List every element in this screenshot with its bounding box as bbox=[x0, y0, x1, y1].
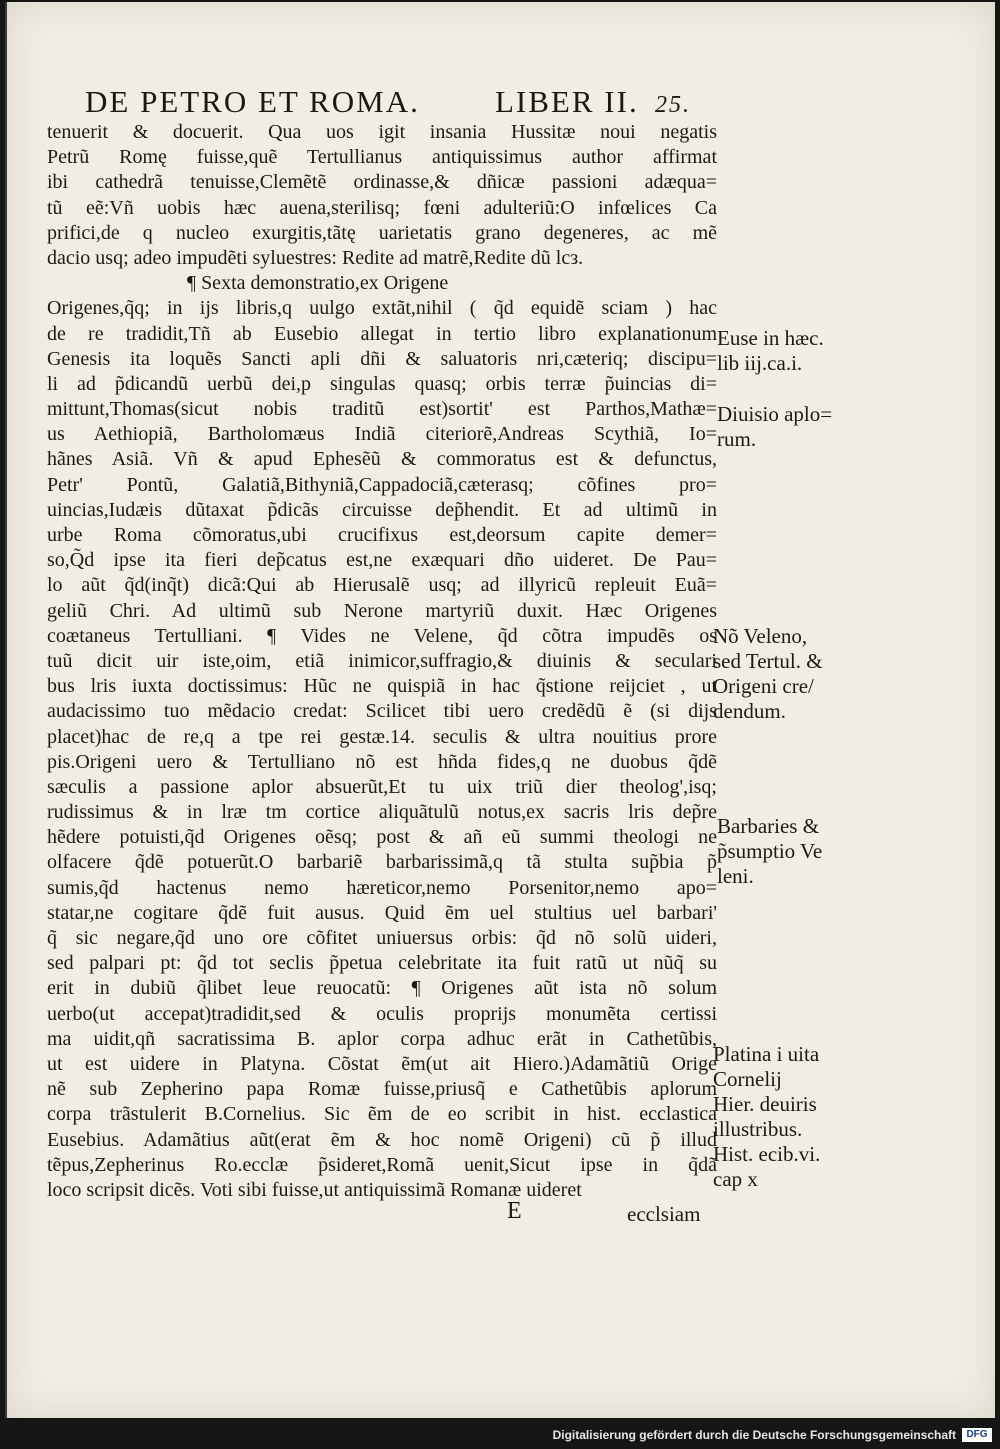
margin-note-barbaries bbox=[717, 814, 822, 889]
text-line: uerbo(ut accepat)tradidit,sed & oculis proprijs monumẽta certissi bbox=[47, 1002, 717, 1025]
text-line: mittunt,Thomas(sicut nobis traditũ est)sortit' est Parthos,Mathæ= bbox=[47, 398, 717, 421]
running-head bbox=[85, 84, 725, 120]
text-line: pis.Origeni uero & Tertulliano nõ est hñda fides,q ne duobus q̃dẽ bbox=[47, 750, 717, 773]
text-line: ibi cathedrã tenuisse,Clemẽtẽ ordinasse,& dñicæ passioni adæqua= bbox=[47, 171, 717, 194]
signature-mark: E bbox=[507, 1198, 522, 1224]
text-line: tuũ dicit uir iste,oim, etiã inimicor,suffragio,& diuinis & seculari bbox=[47, 649, 717, 672]
margin-note-line: Nõ Veleno, bbox=[713, 624, 808, 648]
digitization-credit bbox=[553, 1426, 992, 1444]
text-line: sed palpari pt: q̃d tot seclis p̃petua celebritate ita fuit ratũ ut nũq̃ su bbox=[47, 952, 717, 975]
margin-note-line: Origeni cre/ bbox=[713, 674, 814, 698]
margin-note-line: Hier. deuiris bbox=[713, 1092, 817, 1116]
margin-note-eusebius bbox=[717, 326, 824, 376]
margin-note-line: illustribus. bbox=[713, 1117, 803, 1141]
text-line: geliũ Chri. Ad ultimũ sub Nerone martyriũ duxit. Hæc Origenes bbox=[47, 599, 717, 622]
text-line: sumis,q̃d hactenus nemo hæreticor,nemo Porsenitor,nemo apo= bbox=[47, 876, 717, 899]
text-line: olfacere q̃dẽ potuerũt.O barbariẽ barbarissimã,q tã stulta sup̃bia p̃ bbox=[47, 851, 717, 874]
text-line: corpa trãstulerit B.Cornelius. Sic ẽm de eo scribit in hist. ecclastica bbox=[47, 1103, 717, 1126]
margin-note-line: Cornelij bbox=[713, 1067, 782, 1091]
margin-note-line: rum. bbox=[717, 427, 757, 451]
text-line: tẽpus,Zepherinus Ro.ecclæ p̃sideret,Romã uenit,Sicut ipse in q̃dã bbox=[47, 1153, 717, 1176]
text-line: statar,ne cogitare q̃dẽ fuit ausus. Quid ẽm uel stultius uel barbari' bbox=[47, 901, 717, 924]
margin-note-line: Diuisio aplo= bbox=[717, 402, 833, 426]
margin-note-line: Hist. ecib.vi. bbox=[713, 1142, 821, 1166]
text-line: de re tradidit,Tñ ab Eusebio allegat in tertio libro explanationum bbox=[47, 322, 717, 345]
text-line: us Aethiopiã, Bartholomæus Indiã citeriorẽ,Andreas Scythiã, Io= bbox=[47, 423, 717, 446]
text-line: Petrũ Romę fuisse,quẽ Tertullianus antiquissimus author affirmat bbox=[47, 146, 717, 169]
text-line: Eusebius. Adamãtius aũt(erat ẽm & hoc nomẽ Origeni) cũ p̃ illud bbox=[47, 1128, 717, 1151]
text-line: coætaneus Tertulliani. ¶ Vides ne Velene, q̃d cõtra impudẽs os bbox=[47, 624, 717, 647]
folio-number: 25. bbox=[655, 92, 691, 118]
text-line: so,Q̃d ipse ita fieri dep̃catus est,ne exæquari dño uideret. De Pau= bbox=[47, 549, 717, 572]
margin-note-line: p̃sumptio Ve bbox=[717, 839, 823, 863]
text-line: tenuerit & docuerit. Qua uos igit insania Hussitæ noui negatis bbox=[47, 121, 717, 143]
text-line: Petr' Pontũ, Galatiã,Bithyniã,Cappadociã,cæterasq; cõfines pro= bbox=[47, 473, 717, 496]
text-line: q̃ sic negare,q̃d uno ore cõfitet uniuersus orbis: q̃d nõ solũ uideri, bbox=[47, 927, 717, 949]
text-line: hãnes Asiã. Vñ & apud Ephesẽũ & commoratus est & defunctus, bbox=[47, 448, 717, 471]
dfg-logo: DFG bbox=[962, 1428, 992, 1442]
text-line: urbe Roma cõmoratus,ubi crucifixus est,deorsum capite demer= bbox=[47, 524, 717, 546]
text-line: audacissimo tuo mẽdacio credat: Scilicet tibi uero credẽdũ ẽ (si dijs bbox=[47, 700, 717, 723]
main-text-column bbox=[47, 120, 717, 1203]
running-head-liber: LIBER II. bbox=[495, 84, 639, 119]
text-line: sæculis a passione aplor absuerũt,Et tu uix triũ dier theolog',isq; bbox=[47, 775, 717, 798]
credit-text: Digitalisierung gefördert durch die Deutsche Forschungsgemeinschaft bbox=[552, 1428, 956, 1442]
margin-note-line: lib iij.ca.i. bbox=[717, 351, 803, 375]
text-line: li ad p̃dicandũ uerbũ dei,p singulas quasq; orbis terræ p̃uincias di= bbox=[47, 372, 717, 395]
running-head-title: DE PETRO ET ROMA. bbox=[85, 84, 420, 119]
text-line: rudissimus & in lræ tm cortice aliquãtulũ notus,ex sacris lris dep̃re bbox=[47, 801, 717, 824]
text-line: ut est uidere in Platyna. Cõstat ẽm(ut ait Hiero.)Adamãtiũ Orige bbox=[47, 1052, 717, 1075]
text-line: prifici,de q nucleo exurgitis,tãtę uarietatis grano degeneres, ac mẽ bbox=[47, 221, 717, 244]
text-line: ma uidit,qñ sacratissima B. aplor corpa adhuc erãt in Cathetũbis, bbox=[47, 1027, 717, 1050]
margin-note-platina bbox=[713, 1042, 820, 1192]
text-line: Genesis ita loquẽs Sancti apli dñi & saluatoris nri,cæteriq; discipu= bbox=[47, 347, 717, 370]
text-line: dacio usq; adeo impudẽti syluestres: Redite ad matrẽ,Redite dũ lcз. bbox=[47, 246, 584, 269]
margin-note-line: Euse in hæc. bbox=[717, 326, 824, 350]
margin-note-diuisio bbox=[717, 402, 832, 452]
text-line: erit in dubiũ q̃libet leue reuocatũ: ¶ Origenes aũt ista nõ solum bbox=[47, 977, 717, 1000]
text-line: loco scripsit dicẽs. Voti sibi fuisse,ut antiquissimã Romanæ uideret bbox=[47, 1178, 582, 1201]
catchword: ecclsiam bbox=[627, 1202, 701, 1226]
text-line: Origenes,q̃q; in ijs libris,q uulgo extãt,nihil ( q̃d equidẽ sciam ) hac bbox=[47, 297, 717, 320]
margin-note-line: leni. bbox=[717, 864, 754, 888]
text-line: ¶ Sexta demonstratio,ex Origene bbox=[187, 272, 449, 295]
margin-note-line: sed Tertul. & bbox=[713, 649, 823, 673]
text-line: uincias,Iudæis dũtaxat p̃dicãs circuisse dep̃hendit. Et ad ultimũ in bbox=[47, 498, 717, 521]
margin-note-veleno bbox=[713, 624, 823, 724]
margin-note-line: Barbaries & bbox=[717, 814, 820, 838]
text-line: nẽ sub Zepherino papa Romæ fuisse,priusq̃ e Cathetũbis aplorum bbox=[47, 1078, 717, 1101]
text-line: hẽdere potuisti,q̃d Origenes oẽsq; post & añ eũ summi theologi ne bbox=[47, 826, 717, 849]
margin-note-line: cap x bbox=[713, 1167, 758, 1191]
text-line: lo aũt q̃d(inq̃t) dicã:Qui ab Hierusalẽ usq; ad illyricũ repleuit Euã= bbox=[47, 574, 717, 597]
text-line: tũ eẽ:Vñ uobis hæc auena,sterilisq; fœni adulteriũ:O infœlices Ca bbox=[47, 196, 717, 219]
book-page bbox=[5, 2, 995, 1418]
text-line: bus lris iuxta doctissimus: Hũc ne quispiã in hac q̃stione reijciet , ut bbox=[47, 675, 717, 698]
text-line: placet)hac de re,q a tpe rei gestæ.14. seculis & ultra nouitius prore bbox=[47, 725, 717, 748]
margin-note-line: Platina i uita bbox=[713, 1042, 820, 1066]
margin-note-line: dendum. bbox=[713, 699, 786, 723]
